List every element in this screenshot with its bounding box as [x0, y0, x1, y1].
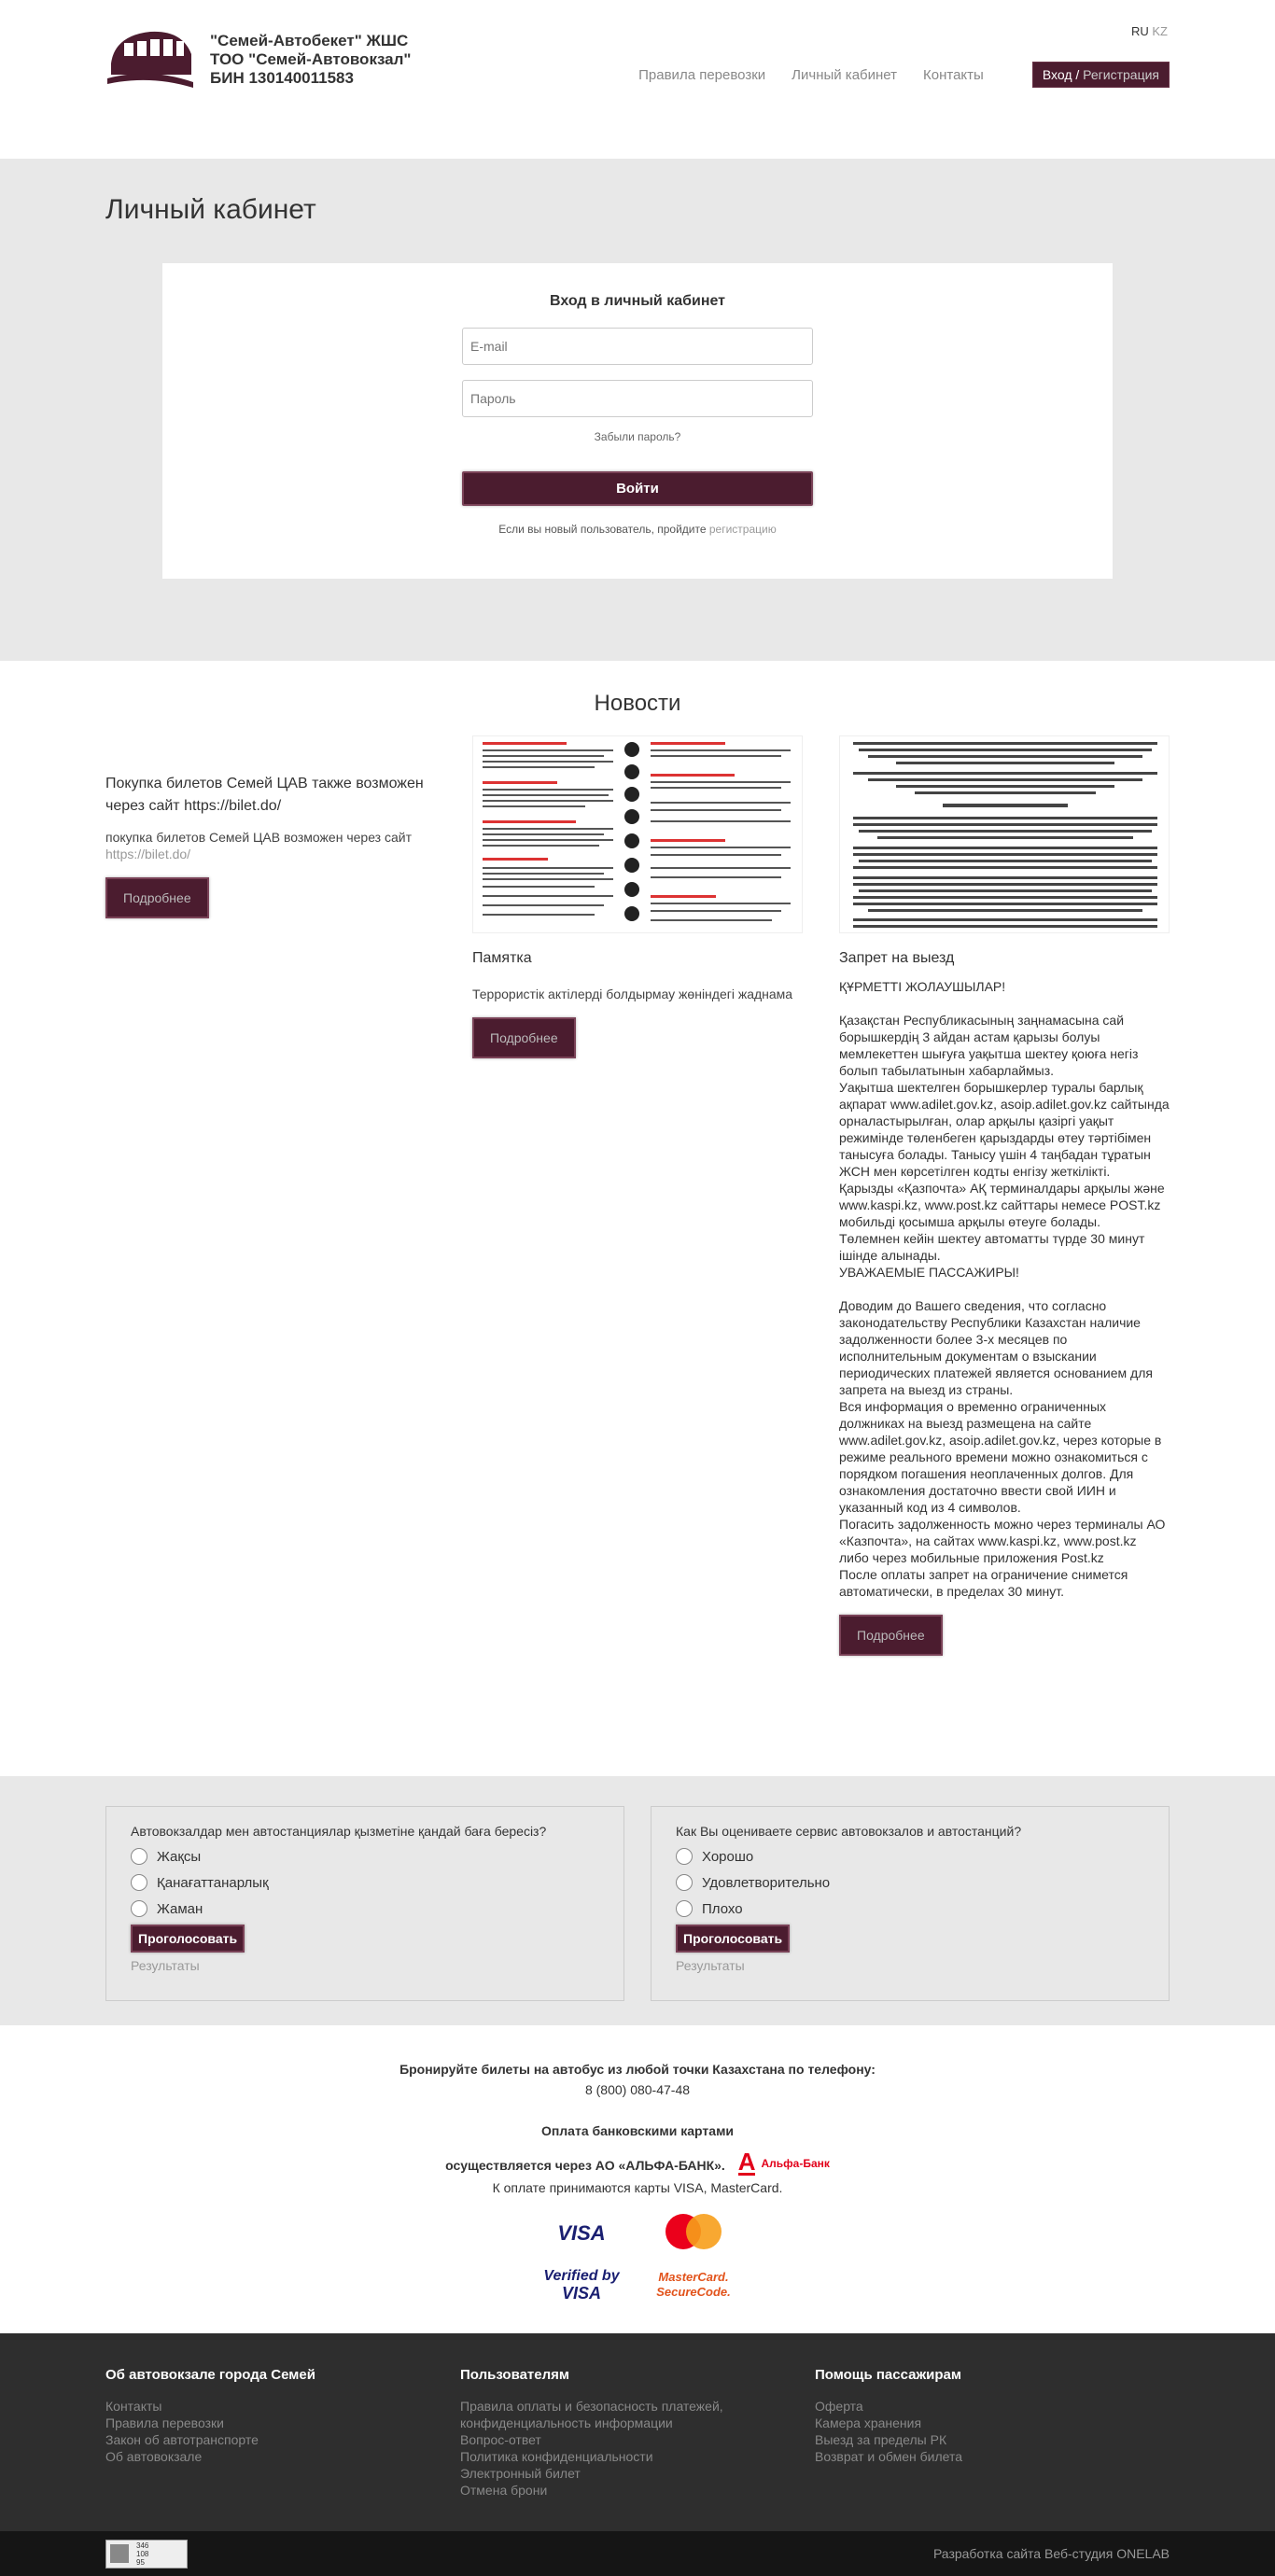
visa-logo: VISA [557, 2220, 606, 2245]
nav-cabinet[interactable]: Личный кабинет [792, 66, 898, 83]
lang-kz[interactable]: KZ [1152, 24, 1168, 38]
mastercard-circles-icon [663, 2213, 724, 2250]
site-header [0, 0, 1275, 159]
poll-kz-question: Автовокзалдар мен автостанциялар қызметіне қандай баға бересіз? [131, 1824, 547, 1839]
news-item-3-line: Қазақстан Республикасының заңнамасына сай борышкердің 3 айдан астам қарызы болуы мемлекеттен шығуға уақытша шектеу қоюға негіз болып табылатынын хабарлаймыз. [839, 1013, 1139, 1078]
footer-link[interactable]: Электронный билет [460, 2466, 581, 2481]
news-item-1-more-button[interactable]: Подробнее [105, 877, 209, 918]
login-separator: / [1075, 67, 1080, 82]
visit-counter[interactable] [105, 2540, 188, 2569]
alfa-logo-icon: А [737, 2148, 756, 2176]
results-link[interactable]: Результаты [131, 1958, 200, 1973]
news-item-1 [105, 735, 436, 1656]
footer-link[interactable]: Правила перевозки [105, 2415, 224, 2430]
news-item-3-line: ҚҰРМЕТТІ ЖОЛАУШЫЛАР! [839, 979, 1006, 994]
news-item-1-link[interactable]: https://bilet.do/ [105, 847, 191, 861]
main-nav [612, 62, 1170, 88]
card-logos [0, 2213, 1275, 2302]
register-link[interactable]: Регистрация [1083, 67, 1159, 82]
login-link[interactable]: Вход [1042, 67, 1072, 82]
alfa-line [0, 2150, 1275, 2176]
verified-visa-text: VISA [561, 2284, 601, 2303]
news-item-2-text: Террористік актілерді болдырмау жөніндегі жаднама [472, 987, 793, 1001]
poll-option[interactable] [676, 1874, 1144, 1891]
footer-col-title: Помощь пассажирам [815, 2367, 961, 2383]
news-item-1-text-label: покупка билетов Семей ЦАВ возможен через сайт [105, 830, 413, 845]
poll-option[interactable] [131, 1848, 599, 1865]
verified-by-visa-logo [525, 2268, 638, 2302]
footer-link[interactable]: Контакты [105, 2399, 162, 2414]
poll-option-label: Плохо [702, 1900, 743, 1917]
poll-option-label: Удовлетворительно [702, 1874, 831, 1891]
news-item-2 [472, 735, 803, 1656]
travel-ban-notice-image [840, 736, 1170, 933]
footer-link[interactable]: Возврат и обмен билета [815, 2449, 962, 2464]
nav-contacts[interactable]: Контакты [923, 66, 984, 83]
verified-by-text: Verified by [543, 2268, 620, 2284]
poll-option-label: Жақсы [157, 1848, 202, 1865]
poll-option[interactable] [676, 1848, 1144, 1865]
news-item-3-line: Вся информация о временно ограниченных должниках на выезд размещена на сайте www.adilet.gov.kz, asoip.adilet.gov.kz, через которые в режиме реального времени можно ознакомиться с порядком погашения неоплаченных долгов. Для ознакомления достаточно ввести свой ИИН и указанный код из 4 символов. [839, 1399, 1162, 1515]
poll-option-label: Жаман [157, 1900, 203, 1917]
page-title: Личный кабинет [105, 194, 316, 225]
poll-ru-question: Как Вы оцениваете сервис автовокзалов и автостанций? [676, 1824, 1022, 1839]
registration-link[interactable]: регистрацию [708, 523, 777, 536]
poll-option[interactable] [131, 1874, 599, 1891]
news-item-3-line: Төлемнен кейін шектеу автоматты түрде 30 минут ішінде алынады. [839, 1231, 1145, 1263]
news-item-1-title[interactable]: Покупка билетов Семей ЦАВ также возможен через сайт https://bilet.do/ [105, 776, 424, 814]
news-item-3 [839, 735, 1170, 1656]
login-submit-button[interactable]: Войти [462, 471, 813, 506]
polls-section [0, 1776, 1275, 2025]
alfa-via-text: осуществляется через АО «АЛЬФА-БАНК». [445, 2158, 725, 2173]
news-item-2-image[interactable] [472, 735, 803, 933]
radio-button[interactable] [131, 1848, 147, 1865]
poll-option-label: Қанағаттанарлық [157, 1874, 269, 1891]
footer-link[interactable]: Камера хранения [815, 2415, 922, 2430]
login-panel-title: Вход в личный кабинет [550, 293, 725, 309]
footer-col-help [815, 2367, 1170, 2499]
nav-rules[interactable]: Правила перевозки [638, 66, 766, 83]
news-item-3-more-button[interactable]: Подробнее [839, 1615, 943, 1656]
logo-line3: БИН 130140011583 [210, 69, 354, 87]
news-item-3-line: Доводим до Вашего сведения, что согласно законодательству Республики Казахстан наличие задолженности более 3-х месяцев по исполнительным документам о взыскании периодических платежей является основанием для запрета на выезд из страны. [839, 1298, 1153, 1397]
counter-value: 346 [136, 2541, 149, 2550]
login-register-button[interactable] [1032, 62, 1170, 88]
alfa-bank-name: Альфа-Банк [761, 2156, 830, 2170]
mastercard-logo [638, 2213, 750, 2253]
new-user-label: Если вы новый пользователь, пройдите [498, 523, 707, 536]
vote-button[interactable]: Проголосовать [131, 1925, 245, 1953]
accepted-cards-text: К оплате принимаются карты VISA, MasterCard. [492, 2180, 783, 2195]
footer-link[interactable]: Об автовокзале [105, 2449, 203, 2464]
mc-secure-line2: SecureCode. [656, 2285, 731, 2299]
developer-link[interactable]: Разработка сайта Веб-студия ONELAB [932, 2546, 1170, 2561]
news-item-3-line: УВАЖАЕМЫЕ ПАССАЖИРЫ! [839, 1265, 1019, 1280]
news-item-3-line: Қарызды «Қазпочта» АҚ терминалдары арқылы және www.kaspi.kz, www.post.kz сайттары немесе POST.kz мобильді қосымша арқылы өтеуге болады. [839, 1181, 1165, 1229]
footer-col-users [460, 2367, 815, 2499]
bus-logo-icon [105, 26, 195, 93]
booking-text: Бронируйте билеты на автобус из любой точки Казахстана по телефону: [399, 2062, 876, 2077]
news-item-3-title[interactable]: Запрет на выезд [839, 950, 955, 966]
logo-line1: "Семей-Автобекет" ЖШС [210, 32, 409, 49]
booking-phone[interactable]: 8 (800) 080-47-48 [584, 2082, 691, 2097]
news-item-3-line: Уақытша шектелген борышкерлер туралы барлық ақпарат www.adilet.gov.kz, asoip.adilet.gov.kz сайтында орналастырылған, олар арқылы қазіргі уақыт режимінде төленбеген қарыздарды өтеу тәртібімен танысуға болады. Танысу үшін 4 таңбадан тұратын ЖСН мен көрсетілген кодты енгізу жеткілікті. [839, 1080, 1170, 1179]
poll-ru [651, 1806, 1170, 2001]
mastercard-securecode-logo [638, 2270, 750, 2300]
poll-kz [105, 1806, 624, 2001]
mc-secure-line1: MasterCard. [658, 2270, 729, 2284]
logo-line2: ТОО "Семей-Автовокзал" [210, 50, 412, 68]
radio-button[interactable] [131, 1874, 147, 1891]
memo-poster-image [473, 736, 803, 933]
footer-link[interactable]: Оферта [815, 2399, 863, 2414]
counter-value: 95 [136, 2557, 145, 2567]
counter-value: 108 [136, 2549, 149, 2558]
forgot-password-link[interactable]: Забыли пароль? [594, 430, 681, 443]
footer-col-title: Пользователям [460, 2367, 569, 2383]
footer [0, 2333, 1275, 2531]
password-input[interactable] [462, 380, 813, 417]
lang-ru[interactable]: RU [1130, 24, 1149, 38]
poll-option[interactable] [131, 1900, 599, 1917]
footer-link[interactable]: Отмена брони [460, 2483, 548, 2498]
language-switcher [1131, 24, 1168, 38]
footer-link[interactable]: Закон об автотранспорте [105, 2432, 259, 2447]
footer-col-title: Об автовокзале города Семей [105, 2367, 315, 2383]
news-item-3-line: Погасить задолженность можно через терминалы АО «Казпочта», на сайтах www.kaspi.kz, www.post.kz либо через мобильные приложения Post.kz [839, 1517, 1166, 1565]
news-item-3-text [839, 978, 1170, 1600]
news-item-1-text [105, 829, 436, 862]
footer-link[interactable]: Выезд за пределы РК [815, 2432, 947, 2447]
new-user-text [162, 523, 1113, 536]
results-link[interactable]: Результаты [676, 1958, 745, 1973]
news-section [0, 661, 1275, 1776]
cabinet-section [0, 159, 1275, 661]
logo[interactable] [105, 26, 412, 93]
radio-button[interactable] [676, 1848, 693, 1865]
footer-link[interactable]: Правила оплаты и безопасность платежей, конфиденциальность информации [460, 2399, 723, 2430]
news-item-3-line: После оплаты запрет на ограничение снимется автоматически, в пределах 30 минут. [839, 1567, 1128, 1599]
footer-link[interactable]: Политика конфиденциальности [460, 2449, 653, 2464]
footer-link[interactable]: Вопрос-ответ [460, 2432, 541, 2447]
payment-section [0, 2025, 1275, 2333]
login-panel [162, 263, 1113, 579]
poll-option[interactable] [676, 1900, 1144, 1917]
footer-col-about [105, 2367, 460, 2499]
footer-bottom [0, 2531, 1275, 2576]
email-input[interactable] [462, 328, 813, 365]
news-item-2-title[interactable]: Памятка [472, 950, 532, 966]
radio-button[interactable] [676, 1874, 693, 1891]
cards-title: Оплата банковскими картами [540, 2123, 735, 2138]
radio-button[interactable] [131, 1900, 147, 1917]
poll-option-label: Хорошо [702, 1848, 754, 1865]
alfa-bank-logo [738, 2150, 830, 2176]
news-title: Новости [594, 691, 681, 716]
vote-button[interactable]: Проголосовать [676, 1925, 790, 1953]
counter-icon [110, 2544, 129, 2563]
radio-button[interactable] [676, 1900, 693, 1917]
news-item-2-more-button[interactable]: Подробнее [472, 1017, 576, 1058]
news-item-3-image[interactable] [839, 735, 1170, 933]
